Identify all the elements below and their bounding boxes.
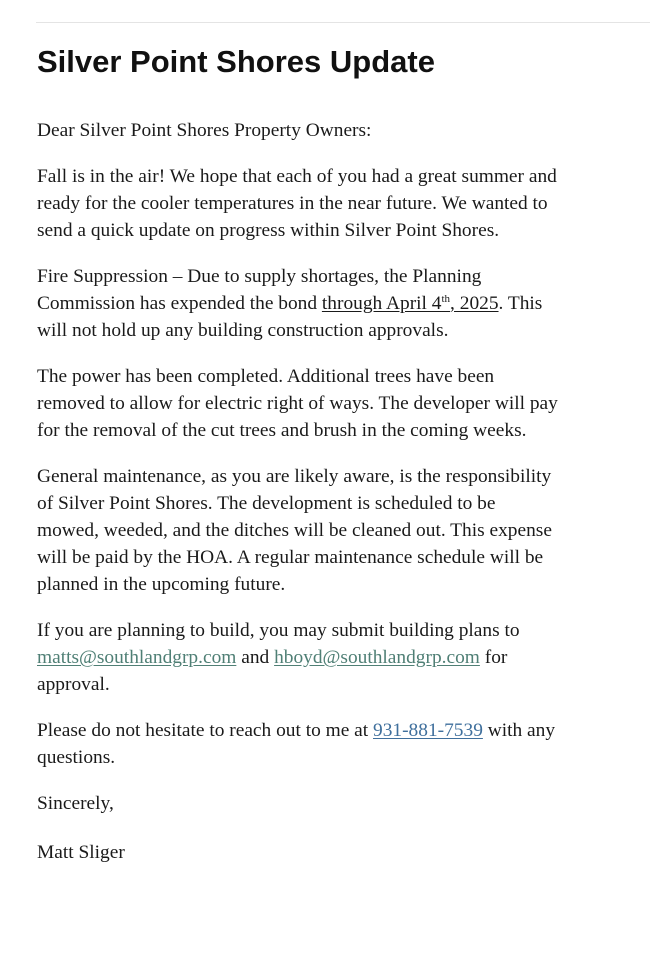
maintenance-paragraph: [37, 463, 637, 598]
ordinal-suffix: th: [441, 293, 451, 305]
power-line-2: removed to allow for electric right of ways. The developer will pay: [37, 393, 558, 414]
salutation: Dear Silver Point Shores Property Owners:: [37, 120, 372, 141]
maintenance-line-3: mowed, weeded, and the ditches will be cleaned out. This expense: [37, 520, 552, 541]
intro-line-2: ready for the cooler temperatures in the near future. We wanted to: [37, 193, 548, 214]
top-divider: [36, 22, 650, 23]
maintenance-line-2: of Silver Point Shores. The development is scheduled to be: [37, 493, 496, 514]
maintenance-line-4: will be paid by the HOA. A regular maintenance schedule will be: [37, 547, 544, 568]
intro-line-1: Fall is in the air! We hope that each of you had a great summer and: [37, 166, 557, 187]
and-text: and: [236, 647, 275, 668]
bond-year: , 2025: [450, 293, 499, 314]
maintenance-line-5: planned in the upcoming future.: [37, 574, 286, 595]
phone-link[interactable]: 931-881-7539: [373, 720, 483, 741]
email-link-matts[interactable]: matts@southlandgrp.com: [37, 647, 237, 668]
power-line-3: for the removal of the cut trees and brush in the coming weeks.: [37, 420, 527, 441]
contact-line-2: questions.: [37, 747, 116, 768]
intro-paragraph: [37, 163, 637, 244]
closing: Sincerely,: [37, 793, 114, 814]
power-paragraph: [37, 363, 637, 444]
fire-line-3: will not hold up any building construction approvals.: [37, 320, 449, 341]
page-title: Silver Point Shores Update: [37, 44, 435, 79]
power-line-1: The power has been completed. Additional trees have been: [37, 366, 495, 387]
email-link-hboyd[interactable]: hboyd@southlandgrp.com: [274, 647, 480, 668]
intro-line-3: send a quick update on progress within Silver Point Shores.: [37, 220, 500, 241]
building-plans-paragraph: [37, 617, 637, 698]
build-line-3: approval.: [37, 674, 110, 695]
fire-line-2-start: Commission has expended the bond: [37, 293, 322, 314]
contact-line-start: Please do not hesitate to reach out to me at: [37, 720, 374, 741]
bond-date-text: through April 4: [321, 293, 442, 314]
bond-date: [322, 293, 499, 314]
fire-line-1: Fire Suppression – Due to supply shortages, the Planning: [37, 266, 482, 287]
contact-line-end: with any: [482, 720, 556, 741]
maintenance-line-1: General maintenance, as you are likely aware, is the responsibility: [37, 466, 552, 487]
for-text: for: [479, 647, 508, 668]
contact-paragraph: [37, 717, 637, 771]
fire-line-2-end: . This: [498, 293, 543, 314]
build-line-1: If you are planning to build, you may submit building plans to: [37, 620, 520, 641]
letter-body: [37, 117, 637, 885]
fire-suppression-paragraph: [37, 263, 637, 344]
signature: Matt Sliger: [37, 842, 125, 863]
